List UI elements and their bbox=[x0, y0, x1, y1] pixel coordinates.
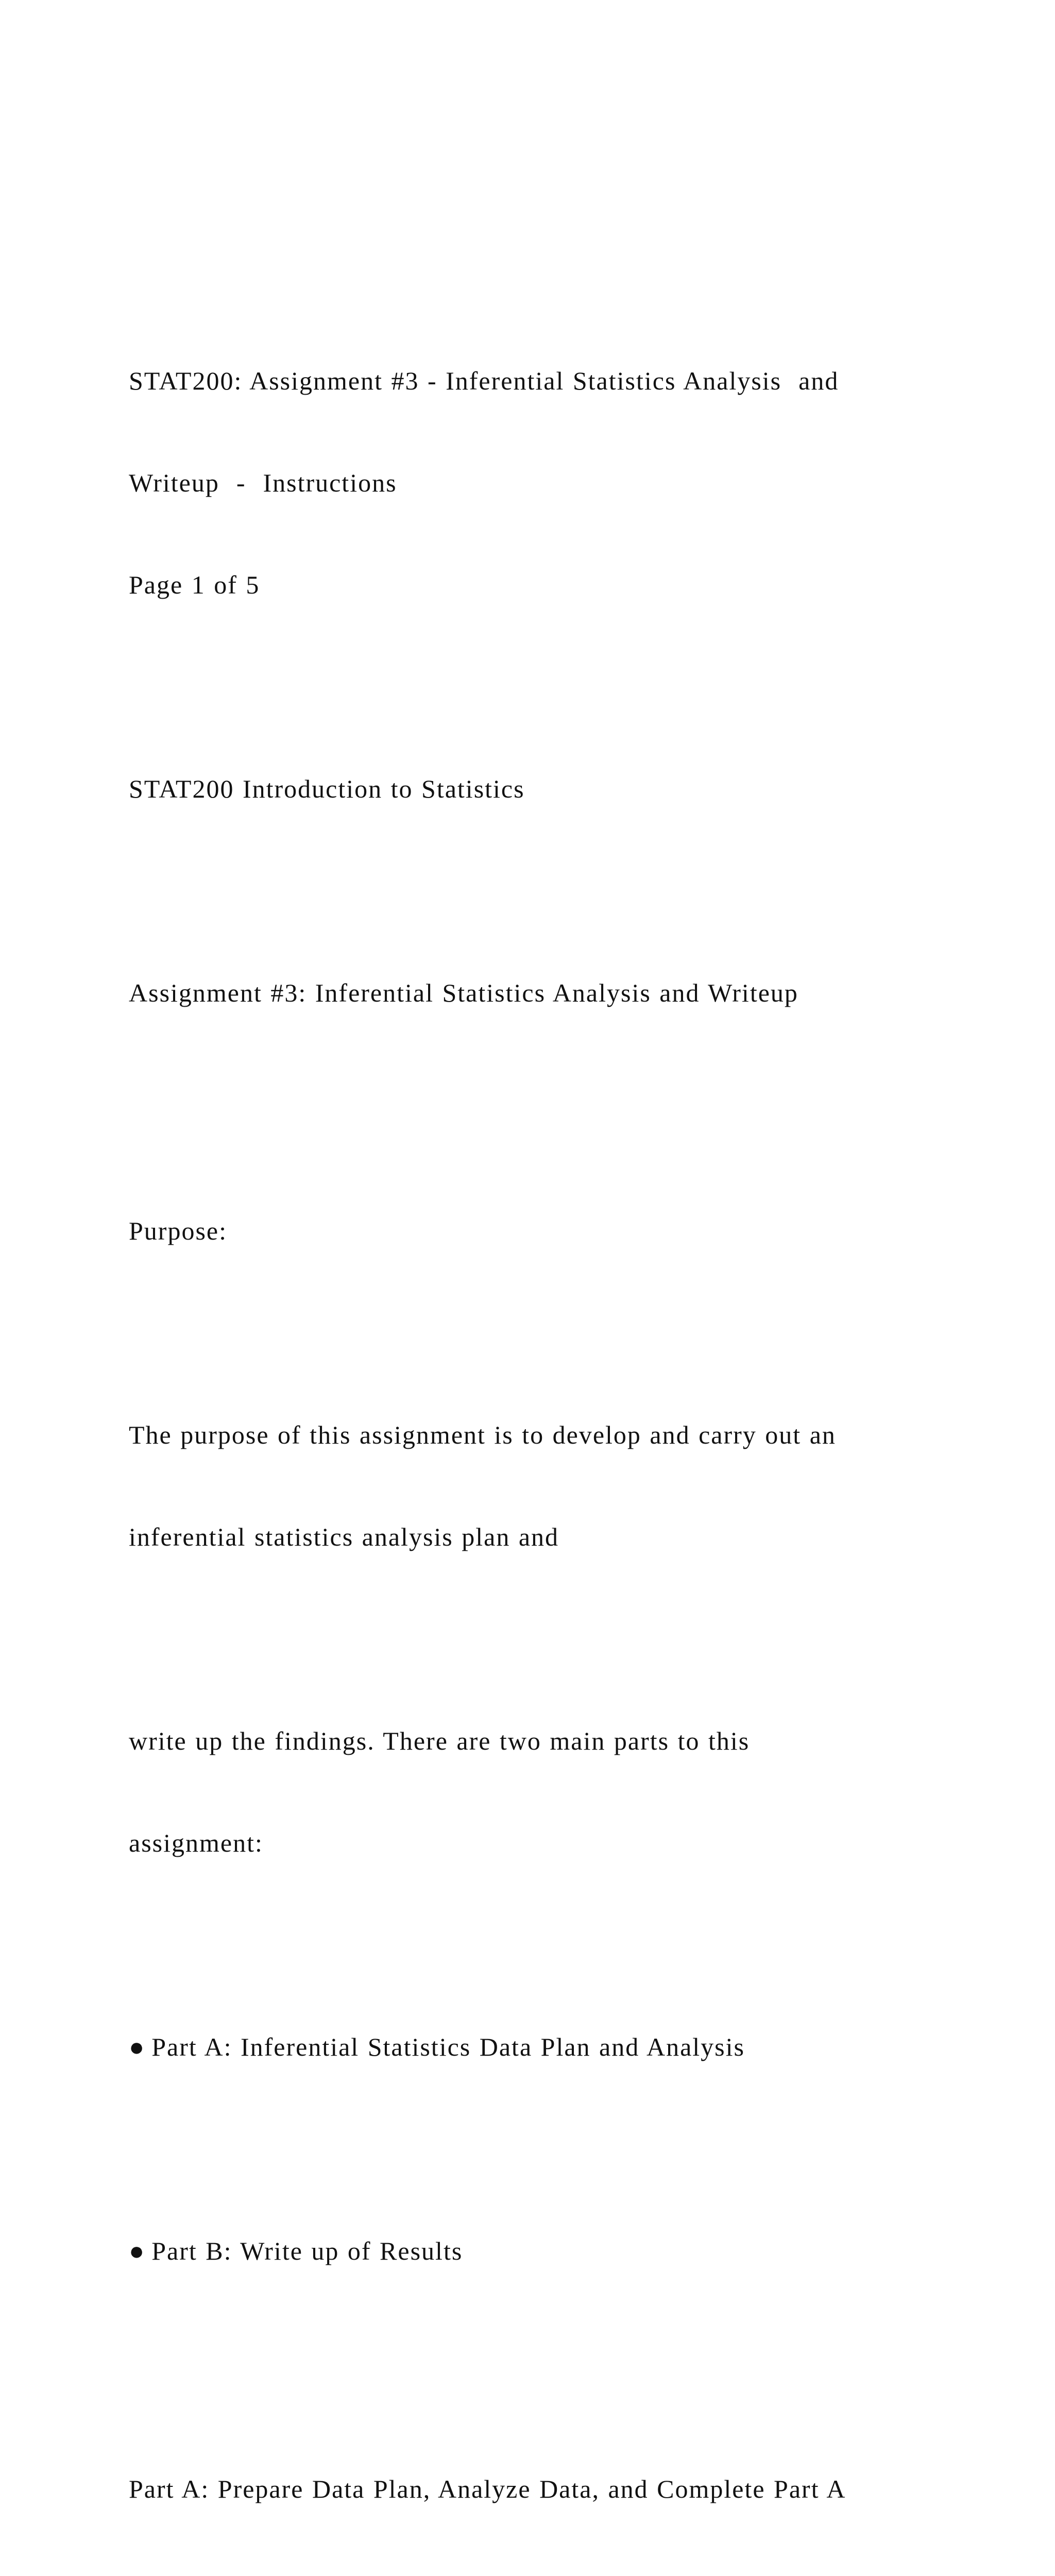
course-title bbox=[129, 704, 932, 874]
purpose-heading bbox=[129, 1146, 932, 1316]
assignment-title bbox=[129, 908, 932, 1078]
purpose-paragraph-2 bbox=[129, 1656, 932, 1928]
list-item-part-a bbox=[129, 1962, 932, 2132]
list-item-part-b bbox=[129, 2166, 932, 2336]
purpose-paragraph-2-line-1: write up the findings. There are two main parts to this bbox=[129, 1726, 750, 1755]
purpose-paragraph-1 bbox=[129, 1350, 932, 1622]
header-title-line-2: Writeup - Instructions bbox=[129, 468, 397, 497]
page-indicator: Page 1 of 5 bbox=[129, 570, 260, 599]
assignment-title-text: Assignment #3: Inferential Statistics Analysis and Writeup bbox=[129, 978, 798, 1007]
document-header bbox=[129, 296, 932, 670]
purpose-paragraph-2-line-2: assignment: bbox=[129, 1828, 263, 1857]
list-item-part-b-text: Part B: Write up of Results bbox=[151, 2236, 463, 2265]
bullet-icon: ● bbox=[129, 2032, 146, 2061]
part-a-heading-line-2 bbox=[129, 2574, 932, 2576]
document-body bbox=[129, 296, 932, 2576]
purpose-paragraph-1-line-1: The purpose of this assignment is to develop and carry out an bbox=[129, 1420, 836, 1449]
course-title-text: STAT200 Introduction to Statistics bbox=[129, 774, 525, 803]
purpose-paragraph-1-line-2: inferential statistics analysis plan and bbox=[129, 1522, 559, 1551]
part-a-heading bbox=[129, 2404, 932, 2576]
purpose-heading-text: Purpose: bbox=[129, 1216, 227, 1245]
bullet-icon: ● bbox=[129, 2236, 146, 2265]
header-title-line-1: STAT200: Assignment #3 - Inferential Statistics Analysis and bbox=[129, 366, 839, 395]
part-a-heading-line-1: Part A: Prepare Data Plan, Analyze Data, and Complete Part A bbox=[129, 2475, 846, 2503]
list-item-part-a-text: Part A: Inferential Statistics Data Plan and Analysis bbox=[151, 2032, 745, 2061]
